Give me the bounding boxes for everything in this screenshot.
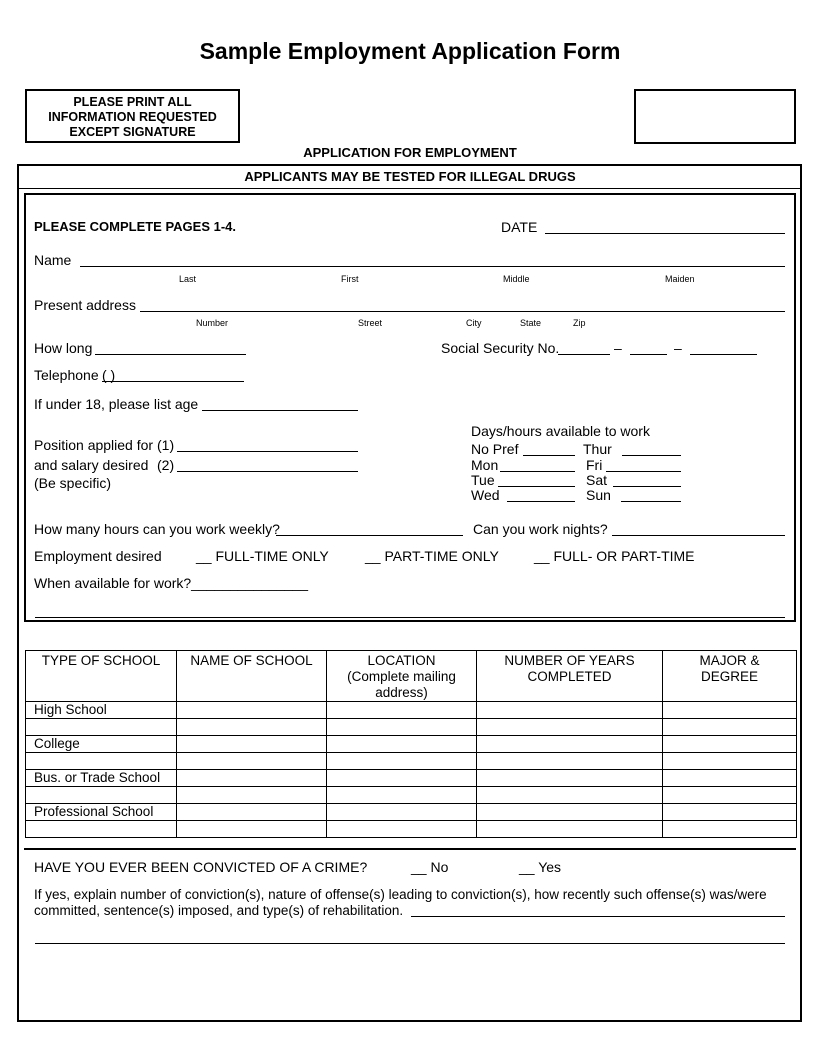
under-18-label: If under 18, please list age — [34, 396, 199, 412]
date-field[interactable] — [545, 233, 785, 234]
table-cell[interactable] — [477, 719, 663, 736]
day-label-fri: Fri — [586, 457, 603, 473]
how-long-field[interactable] — [95, 354, 246, 355]
table-cell[interactable] — [327, 787, 477, 804]
table-cell[interactable] — [26, 753, 177, 770]
header-location-line: address) — [375, 685, 428, 700]
school-type-cell: Bus. or Trade School — [26, 770, 177, 787]
ssn-dash: – — [614, 340, 622, 356]
header-major-line: MAJOR & — [699, 653, 760, 668]
school-type-cell: High School — [26, 702, 177, 719]
name-sublabel-first: First — [341, 274, 359, 284]
header-location-line: LOCATION — [367, 653, 436, 668]
name-sublabel-last: Last — [179, 274, 197, 284]
position-2-number: (2) — [157, 457, 175, 473]
address-sublabel-street: Street — [358, 318, 383, 328]
table-cell[interactable] — [663, 702, 797, 719]
employment-desired-label: Employment desired — [34, 548, 162, 564]
table-cell[interactable] — [177, 702, 327, 719]
name-label: Name — [34, 252, 72, 268]
day-label-thur: Thur — [583, 441, 612, 457]
telephone-field[interactable] — [102, 381, 244, 382]
available-for-work-label: When available for work?_______________ — [34, 575, 308, 591]
office-use-box — [634, 89, 796, 144]
application-heading: APPLICATION FOR EMPLOYMENT — [303, 145, 517, 160]
day-field-sat[interactable] — [613, 486, 681, 487]
table-row — [26, 753, 797, 770]
address-sublabel-state: State — [520, 318, 542, 328]
days-hours-heading: Days/hours available to work — [471, 423, 650, 439]
day-label-sat: Sat — [586, 472, 608, 488]
nights-field[interactable] — [612, 535, 785, 536]
education-table — [25, 650, 797, 838]
ssn-field-3[interactable] — [690, 354, 757, 355]
address-sublabel-zip: Zip — [573, 318, 586, 328]
day-field-thur[interactable] — [622, 455, 681, 456]
table-cell[interactable] — [177, 736, 327, 753]
table-cell[interactable] — [477, 770, 663, 787]
table-cell[interactable] — [477, 821, 663, 838]
crime-explain-field-2[interactable] — [35, 943, 785, 944]
table-cell[interactable] — [177, 804, 327, 821]
header-years-completed — [477, 651, 663, 702]
day-field-mon[interactable] — [500, 471, 575, 472]
weekly-hours-field[interactable] — [276, 535, 463, 536]
age-field[interactable] — [202, 410, 358, 411]
table-cell[interactable] — [26, 719, 177, 736]
day-label-tue: Tue — [471, 472, 495, 488]
print-notice-line: PLEASE PRINT ALL — [73, 95, 192, 109]
table-cell[interactable] — [26, 787, 177, 804]
table-cell[interactable] — [327, 770, 477, 787]
divider — [17, 188, 802, 189]
name-field[interactable] — [80, 266, 785, 267]
name-sublabel-maiden: Maiden — [665, 274, 695, 284]
crime-explain-instruction-1: If yes, explain number of conviction(s), nature of offense(s) leading to conviction(s), how recently such offense(s) was/were — [34, 887, 767, 902]
print-notice-line: EXCEPT SIGNATURE — [69, 125, 196, 139]
table-cell[interactable] — [477, 753, 663, 770]
table-row — [26, 702, 797, 719]
table-cell[interactable] — [663, 719, 797, 736]
drug-test-notice: APPLICANTS MAY BE TESTED FOR ILLEGAL DRUGS — [244, 169, 576, 184]
telephone-label: Telephone — [34, 367, 99, 383]
header-major-line: DEGREE — [700, 669, 758, 684]
ssn-label: Social Security No. — [441, 340, 560, 356]
telephone-area-code: ( ) — [102, 367, 116, 383]
day-label-sun: Sun — [586, 487, 611, 503]
day-label-wed: Wed — [471, 487, 500, 503]
table-cell[interactable] — [327, 736, 477, 753]
table-cell[interactable] — [177, 770, 327, 787]
table-cell[interactable] — [327, 753, 477, 770]
school-type-cell: College — [26, 736, 177, 753]
table-cell[interactable] — [663, 787, 797, 804]
crime-explain-field[interactable] — [411, 916, 785, 917]
table-row — [26, 787, 797, 804]
crime-explain-instruction-2: committed, sentence(s) imposed, and type(s) of rehabilitation. — [34, 903, 404, 918]
table-cell[interactable] — [327, 804, 477, 821]
how-long-label: How long — [34, 340, 93, 356]
name-sublabel-middle: Middle — [503, 274, 530, 284]
additional-info-line[interactable] — [35, 617, 785, 618]
complete-pages-instruction: PLEASE COMPLETE PAGES 1-4. — [34, 219, 237, 234]
table-cell[interactable] — [177, 753, 327, 770]
part-time-option[interactable]: __ PART-TIME ONLY — [365, 548, 499, 564]
header-years-line: COMPLETED — [527, 669, 612, 684]
table-cell[interactable] — [177, 821, 327, 838]
table-row — [26, 821, 797, 838]
day-field-no-pref[interactable] — [523, 455, 575, 456]
table-cell[interactable] — [663, 753, 797, 770]
table-cell[interactable] — [663, 821, 797, 838]
day-field-sun[interactable] — [621, 501, 681, 502]
address-sublabel-number: Number — [196, 318, 229, 328]
header-name-of-school: NAME OF SCHOOL — [177, 651, 327, 702]
full-time-option[interactable]: __ FULL-TIME ONLY — [196, 548, 329, 564]
be-specific-note: (Be specific) — [34, 475, 112, 491]
table-header-row — [26, 651, 797, 702]
table-cell[interactable] — [663, 770, 797, 787]
position-2-field[interactable] — [177, 471, 358, 472]
day-field-tue[interactable] — [498, 486, 575, 487]
header-location-line: (Complete mailing — [347, 669, 456, 684]
day-field-wed[interactable] — [507, 501, 575, 502]
header-major-degree — [663, 651, 797, 702]
ssn-dash: – — [674, 340, 682, 356]
ssn-field-2[interactable] — [630, 354, 667, 355]
address-sublabel-city: City — [466, 318, 482, 328]
table-row — [26, 736, 797, 753]
section-divider — [24, 848, 796, 850]
header-type-of-school: TYPE OF SCHOOL — [26, 651, 177, 702]
position-1-field[interactable] — [177, 451, 358, 452]
table-row — [26, 719, 797, 736]
position-1-number: (1) — [157, 437, 175, 453]
table-row — [26, 770, 797, 787]
table-cell[interactable] — [177, 719, 327, 736]
position-label: Position applied for — [34, 437, 154, 453]
table-cell[interactable] — [327, 821, 477, 838]
page-title: Sample Employment Application Form — [199, 38, 621, 64]
table-cell[interactable] — [663, 736, 797, 753]
table-cell[interactable] — [327, 719, 477, 736]
print-notice-line: INFORMATION REQUESTED — [48, 110, 217, 124]
header-years-line: NUMBER OF YEARS — [504, 653, 635, 668]
salary-label: and salary desired — [34, 457, 149, 473]
print-notice-box — [25, 89, 240, 143]
day-label-mon: Mon — [471, 457, 499, 473]
table-cell[interactable] — [327, 702, 477, 719]
day-field-fri[interactable] — [606, 471, 681, 472]
full-or-part-time-option[interactable]: __ FULL- OR PART-TIME — [534, 548, 695, 564]
table-cell[interactable] — [477, 702, 663, 719]
header-location — [327, 651, 477, 702]
table-cell[interactable] — [477, 804, 663, 821]
table-cell[interactable] — [477, 736, 663, 753]
crime-yes-option[interactable]: __ Yes — [519, 859, 562, 875]
present-address-field[interactable] — [140, 311, 785, 312]
present-address-label: Present address — [34, 297, 136, 313]
table-cell[interactable] — [26, 821, 177, 838]
nights-label: Can you work nights? — [473, 521, 608, 537]
table-cell[interactable] — [477, 787, 663, 804]
table-cell[interactable] — [663, 804, 797, 821]
date-label: DATE — [501, 219, 538, 235]
weekly-hours-label: How many hours can you work weekly? — [34, 521, 280, 537]
table-cell[interactable] — [177, 787, 327, 804]
crime-question: HAVE YOU EVER BEEN CONVICTED OF A CRIME? — [34, 859, 368, 875]
crime-no-option[interactable]: __ No — [411, 859, 449, 875]
table-row — [26, 804, 797, 821]
day-label-no-pref: No Pref — [471, 441, 519, 457]
school-type-cell: Professional School — [26, 804, 177, 821]
ssn-field-1[interactable] — [558, 354, 610, 355]
